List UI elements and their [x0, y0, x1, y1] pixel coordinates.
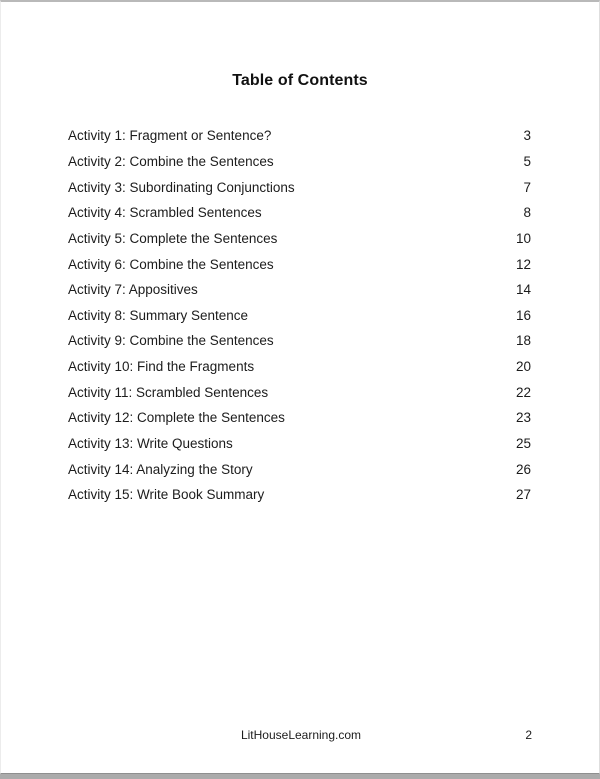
toc-entry-page: 8 — [523, 205, 531, 221]
toc-entry-label: Activity 8: Summary Sentence — [68, 307, 249, 323]
toc-entry-label: Activity 7: Appositives — [68, 282, 198, 298]
toc-entry-page: 14 — [515, 282, 531, 298]
toc-entry-page: 25 — [515, 436, 531, 451]
toc-row — [68, 431, 531, 457]
toc-row — [68, 379, 531, 405]
toc-entry-page: 12 — [515, 256, 531, 272]
footer-site-text: LitHouseLearning.com — [240, 728, 362, 742]
toc-entry-page: 3 — [523, 128, 531, 144]
toc-entry-label: Activity 3: Subordinating Conjunctions — [68, 179, 295, 195]
toc-row — [68, 174, 531, 200]
toc-entry-label: Activity 12: Complete the Sentences — [68, 410, 285, 426]
toc-entry-page: 10 — [515, 230, 531, 246]
toc-row — [68, 456, 531, 482]
toc-row — [68, 302, 531, 328]
toc-entry-page: 5 — [523, 153, 531, 169]
toc-row — [68, 251, 531, 277]
toc-entry-page: 20 — [515, 359, 531, 375]
toc-entry-label: Activity 6: Combine the Sentences — [68, 256, 274, 272]
toc-entry-page: 22 — [515, 384, 531, 400]
toc-list — [68, 123, 531, 508]
toc-entry-page: 18 — [515, 333, 531, 349]
toc-entry-label: Activity 15: Write Book Summary — [68, 487, 265, 503]
toc-row — [68, 482, 531, 508]
toc-row — [68, 405, 531, 431]
toc-row — [68, 277, 531, 303]
toc-entry-label: Activity 4: Scrambled Sentences — [68, 205, 262, 221]
toc-entry-label: Activity 10: Find the Fragments — [68, 359, 255, 375]
toc-row — [68, 149, 531, 175]
toc-entry-page: 27 — [515, 487, 531, 503]
toc-row — [68, 123, 531, 149]
toc-entry-label: Activity 5: Complete the Sentences — [68, 230, 278, 246]
toc-entry-label: Activity 1: Fragment or Sentence? — [68, 128, 272, 144]
toc-entry-label: Activity 9: Combine the Sentences — [68, 333, 274, 349]
toc-row — [68, 328, 531, 354]
toc-row — [68, 226, 531, 252]
toc-row — [68, 200, 531, 226]
toc-entry-label: Activity 13: Write Questions — [68, 436, 233, 451]
toc-entry-page: 16 — [515, 307, 531, 323]
toc-entry-page: 23 — [515, 410, 531, 426]
toc-entry-label: Activity 2: Combine the Sentences — [68, 153, 274, 169]
toc-entry-page: 7 — [523, 179, 531, 195]
toc-row — [68, 354, 531, 380]
toc-entry-label: Activity 14: Analyzing the Story — [68, 461, 253, 477]
page-footer — [1, 728, 600, 744]
toc-entry-label: Activity 11: Scrambled Sentences — [68, 384, 269, 400]
toc-entry-page: 26 — [515, 461, 531, 477]
page-title: Table of Contents — [232, 72, 368, 89]
footer-page-number: 2 — [525, 728, 532, 742]
